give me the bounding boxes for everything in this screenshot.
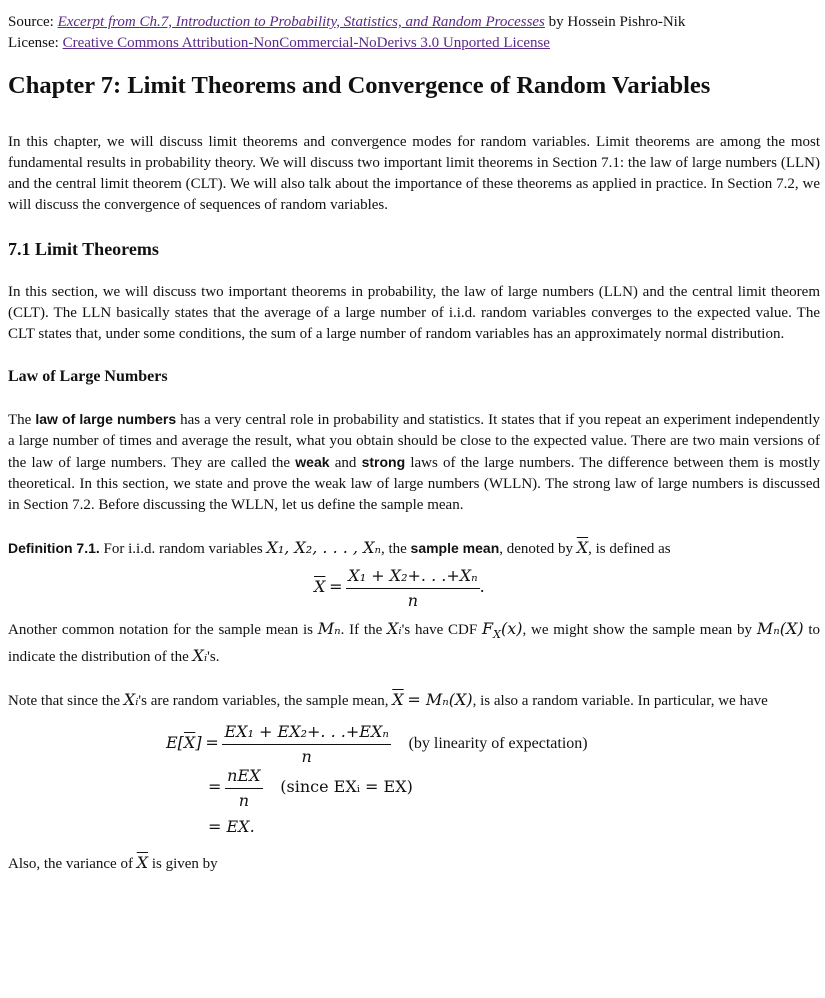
eq2-denominator-2: n [238,791,249,811]
intro-paragraph: In this chapter, we will discuss limit theorems and convergence modes for random variables. Limit theorems are among the most fundamental results in probability theory. We will discuss two important limit theorems in Section 7.1: the law of large numbers (LLN) and the central limit theorem (CLT). We will also talk about the importance of these theorems as applied in practice. In Section 7.2, we will discuss the convergence of sequences of random variables. [8,134,820,213]
notation-mx: Mₙ(X) [756,619,804,638]
notation-text-6: 's. [207,649,220,666]
license-line [8,33,820,54]
notation-paragraph [8,618,820,668]
eq2-equals-2: = [208,777,222,797]
definition-text-1: For i.i.d. random variables [103,541,263,557]
note-xi: Xᵢ [123,690,139,710]
notation-cdf-sub: X [493,628,501,642]
variance-paragraph [8,852,820,875]
definition-text-2: , the [380,541,407,557]
definition-text-4: , is defined as [588,541,671,557]
notation-cdf-arg: (x) [500,619,523,638]
chapter-title: Chapter 7: Limit Theorems and Convergence of Random Variables [8,72,711,99]
definition-text-3: , denoted by [499,541,573,557]
notation-text-5: to indicate the distribution of the [8,622,821,666]
eq2-lhs-xbar: $\overline{X}$ [183,733,196,753]
lln-term-law: law of large numbers [35,411,177,427]
note-paragraph [8,689,820,712]
note-text-4: , is also a random variable. In particular, we have [472,693,768,710]
lln-text-1: The [8,412,32,428]
source-link[interactable]: Excerpt from Ch.7, Introduction to Probability, Statistics, and Random Processes [57,14,545,30]
definition-xbar: $\overline{X}$ [576,538,589,557]
section-title: 7.1 Limit Theorems [8,239,159,259]
source-author: by Hossein Pishro-Nik [548,14,686,30]
license-prefix: License: [8,35,59,51]
lln-text-3: and [334,455,357,471]
notation-xi-2: Xᵢ [192,646,208,666]
eq2-row-1 [166,722,588,767]
variance-text-1: Also, the variance of [8,856,133,873]
notation-text-1: Another common notation for the sample mean is [8,622,313,638]
document-page [8,12,820,875]
lln-text-4: laws of the large numbers. The difference between them is mostly theoretical. In this section, we state and prove the weak law of large numbers (WLLN). The strong law of large numbers is discussed in Section 7.2. Before discussing the WLLN, let us define the sample mean. [8,455,820,513]
eq2-result: = EX. [208,817,255,837]
lln-text-2: has a very central role in probability and statistics. It states that if you repeat an experiment independently a large number of times and average the result, what you obtain should be close to the expected value. There are two main versions of the law of large numbers. They are called the [8,412,820,471]
eq2-row-2 [208,766,413,811]
notation-text-2: . If the [340,622,383,638]
note-xbar: $\overline{X}$ [392,690,404,710]
eq2-row-3 [208,816,255,839]
definition-label: Definition 7.1. [8,540,100,556]
eq1-equals: = [329,576,343,596]
notation-text-4: , we might show the sample mean by [522,622,753,638]
eq1-denominator: n [407,591,419,610]
variance-xbar: $\overline{X}$ [136,853,149,873]
lln-term-weak: weak [295,454,330,470]
definition-vars: X₁, X₂, . . . , Xₙ [266,538,381,557]
eq1-fraction [346,566,479,611]
eq2-numerator-1: EX₁ + EX₂+. . .+EXₙ [222,722,390,745]
eq2-lhs-close: ] [195,733,202,753]
lln-term-strong: strong [361,454,406,470]
definition-term: sample mean [410,540,500,556]
section-paragraph: In this section, we will discuss two important theorems in probability, the law of large numbers (LLN) and the central limit theorem (CLT). The LLN basically states that the average of a large number of i.i.d. random variables converges to the expected value. The CLT states that, under some conditions, the sum of a large number of random variables has an approximately normal distribution. [8,284,820,342]
notation-text-3: 's have CDF [401,622,478,638]
eq2-denominator-1: n [301,747,312,767]
eq2-lhs [166,733,202,752]
eq1-lhs: $\overline{X}$ [314,576,326,596]
license-link[interactable]: Creative Commons Attribution-NonCommercial-NoDerivs 3.0 Unported License [62,35,550,51]
eq1-numerator: X₁ + X₂+. . .+Xₙ [346,566,479,589]
notation-cdf [482,619,523,642]
note-mx: = Mₙ(X) [407,690,473,710]
notation-xi: Xᵢ [387,619,402,638]
lln-paragraph [8,409,820,516]
eq2-numerator-2: nEX [225,766,262,789]
equation-expectation [8,712,820,852]
eq2-equals-1: = [205,733,219,753]
source-prefix: Source: [8,14,54,30]
definition-paragraph [8,537,820,560]
subsection-title: Law of Large Numbers [8,368,168,385]
eq2-fraction-2 [225,766,262,811]
eq1-period: . [479,576,485,596]
source-line [8,12,820,33]
note-text-2: 's are random variables, the sample mean, [138,693,389,710]
notation-cdf-f: F [482,619,494,638]
variance-text-2: is given by [151,856,218,873]
notation-m: Mₙ [317,619,341,638]
equation-sample-mean [8,560,820,618]
note-text-1: Note that since the [8,693,121,710]
eq2-lhs-e: E[ [166,733,184,753]
eq2-note-1: (by linearity of expectation) [408,735,588,753]
eq2-fraction-1 [222,722,390,767]
eq2-note-2: (since EXᵢ = EX) [280,777,413,797]
